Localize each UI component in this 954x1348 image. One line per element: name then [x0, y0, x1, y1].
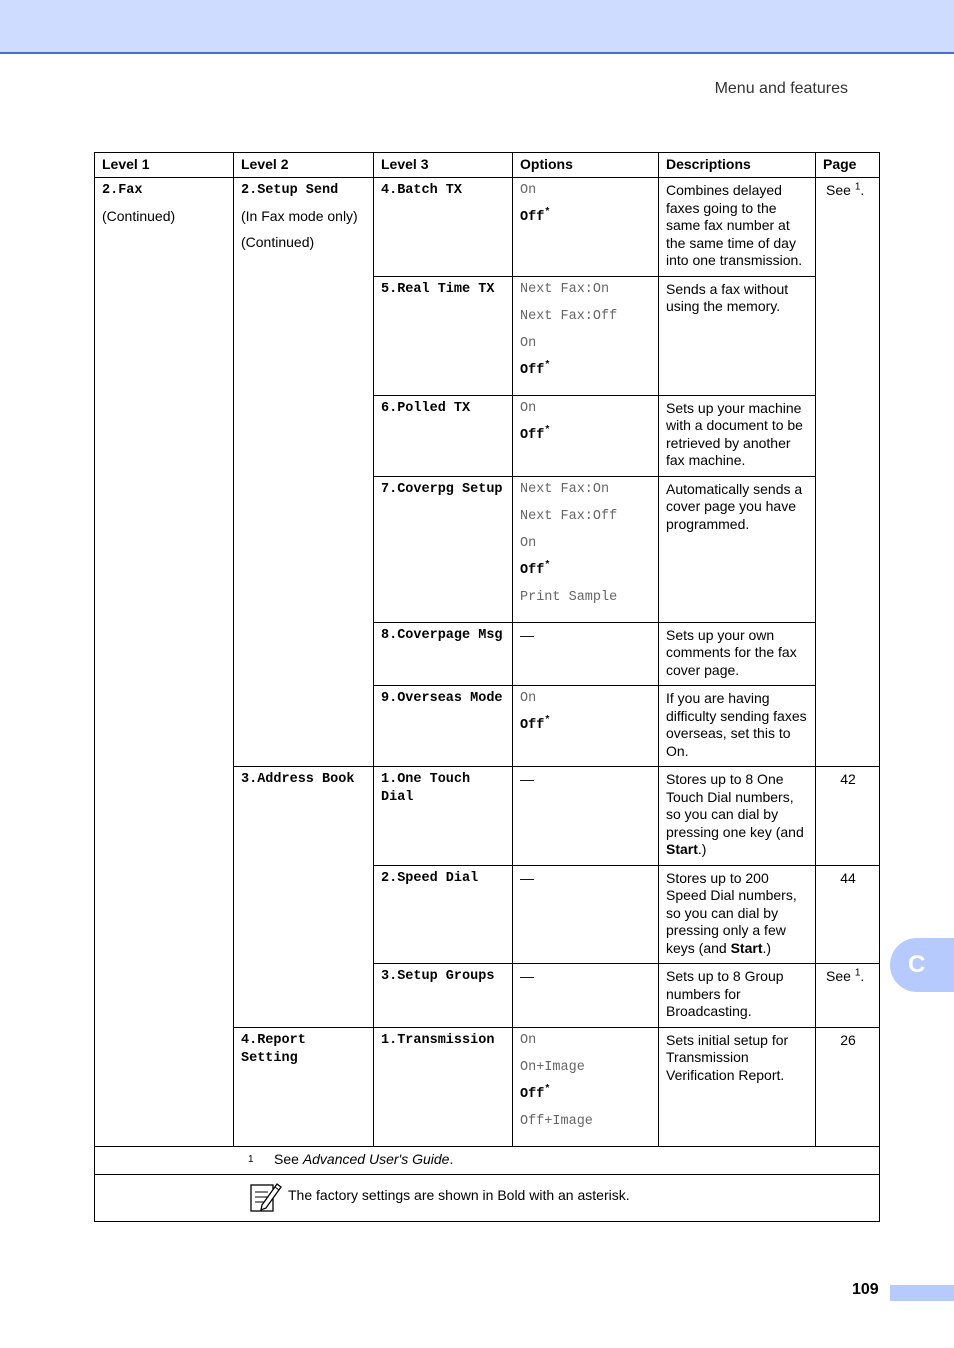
- level3-cell: 4.Batch TX: [374, 178, 513, 277]
- level2-name: 2.Setup Send: [241, 183, 339, 198]
- page-number-bar: [890, 1285, 954, 1301]
- level1-cell: [95, 178, 234, 1147]
- level3-cell: 1.One Touch Dial: [374, 767, 513, 866]
- table-header-row: [95, 153, 880, 178]
- note-text: The factory settings are shown in Bold with an asterisk.: [288, 1187, 630, 1204]
- level2-cell: [234, 1027, 374, 1146]
- level3-cell: 2.Speed Dial: [374, 865, 513, 964]
- option: On: [520, 400, 537, 416]
- footnote-guide-link: Advanced User's Guide: [302, 1150, 450, 1167]
- description-cell: Automatically sends a cover page you have programmed.: [659, 476, 816, 622]
- options-cell: [513, 178, 659, 277]
- option-default: Off*: [520, 425, 551, 443]
- page-cell: 42: [816, 767, 880, 866]
- option: Next Fax:Off: [520, 508, 618, 524]
- option-default: Off*: [520, 560, 551, 578]
- table-row: [95, 178, 880, 277]
- option: On: [520, 1032, 537, 1048]
- option: On: [520, 335, 537, 351]
- page-number: 109: [852, 1281, 879, 1298]
- level2-cell: [234, 178, 374, 767]
- column-header: Level 3: [374, 153, 513, 178]
- option: Next Fax:On: [520, 281, 610, 297]
- description-cell: Combines delayed faxes going to the same fax number at the same time of day into one transmission.: [659, 178, 816, 277]
- note-row: [95, 1175, 880, 1222]
- running-title: Menu and features: [714, 80, 848, 97]
- note: [95, 1175, 880, 1222]
- header-band: [0, 0, 954, 54]
- option-default: Off*: [520, 1084, 551, 1102]
- page-cell: See $^1$.: [816, 178, 880, 767]
- option: Off+Image: [520, 1113, 593, 1129]
- column-header: Level 1: [95, 153, 234, 178]
- options-cell: [513, 476, 659, 622]
- options-cell: —: [513, 767, 659, 866]
- description-cell: Sets up your own comments for the fax cover page.: [659, 622, 816, 686]
- level2-note: (In Fax mode only): [241, 208, 358, 224]
- options-cell: [513, 276, 659, 395]
- chapter-tab: C: [890, 938, 954, 992]
- level3-cell: 6.Polled TX: [374, 395, 513, 476]
- footnote-mark: 1: [248, 1153, 254, 1165]
- description-cell: Stores up to 200 Speed Dial numbers, so you can dial by pressing only a few keys (and Start.): [659, 865, 816, 964]
- footnote: 1 See Advanced User's Guide.: [95, 1146, 880, 1175]
- option: On: [520, 535, 537, 551]
- footnote-row: [95, 1146, 880, 1175]
- page-cell: 26: [816, 1027, 880, 1146]
- description-cell: If you are having difficulty sending faxes overseas, set this to On.: [659, 686, 816, 767]
- page-cell: 44: [816, 865, 880, 964]
- level3-cell: 7.Coverpg Setup: [374, 476, 513, 622]
- options-cell: —: [513, 865, 659, 964]
- level2-name: 4.Report Setting: [241, 1032, 306, 1066]
- option: On: [520, 183, 537, 198]
- option: Next Fax:On: [520, 481, 610, 497]
- option: On+Image: [520, 1059, 585, 1075]
- option: Print Sample: [520, 589, 618, 605]
- option-default: Off*: [520, 207, 551, 225]
- description-cell: Sets up your machine with a document to be retrieved by another fax machine.: [659, 395, 816, 476]
- menu-table: [94, 152, 880, 1222]
- column-header: Descriptions: [659, 153, 816, 178]
- description-cell: Sends a fax without using the memory.: [659, 276, 816, 395]
- note-pencil-icon: [248, 1179, 282, 1213]
- options-cell: [513, 395, 659, 476]
- options-cell: [513, 1027, 659, 1146]
- option: Next Fax:Off: [520, 308, 618, 324]
- options-cell: —: [513, 622, 659, 686]
- description-cell: Stores up to 8 One Touch Dial numbers, so you can dial by pressing one key (and Start.): [659, 767, 816, 866]
- page-cell: See $^1$.: [816, 964, 880, 1028]
- option-default: Off*: [520, 360, 551, 378]
- option: On: [520, 691, 537, 706]
- option-default: Off*: [520, 715, 551, 733]
- level3-cell: 3.Setup Groups: [374, 964, 513, 1028]
- options-cell: —: [513, 964, 659, 1028]
- level1-name: 2.Fax: [102, 183, 143, 198]
- level3-cell: 9.Overseas Mode: [374, 686, 513, 767]
- level1-note: (Continued): [102, 208, 176, 224]
- level2-cell: [234, 767, 374, 1028]
- description-cell: Sets initial setup for Transmission Verification Report.: [659, 1027, 816, 1146]
- level2-note: (Continued): [241, 233, 315, 250]
- level3-cell: 1.Transmission: [374, 1027, 513, 1146]
- column-header: Options: [513, 153, 659, 178]
- level2-name: 3.Address Book: [241, 772, 355, 787]
- column-header: Level 2: [234, 153, 374, 178]
- level3-cell: 5.Real Time TX: [374, 276, 513, 395]
- level3-cell: 8.Coverpage Msg: [374, 622, 513, 686]
- description-cell: Sets up to 8 Group numbers for Broadcasting.: [659, 964, 816, 1028]
- column-header: Page: [816, 153, 880, 178]
- options-cell: [513, 686, 659, 767]
